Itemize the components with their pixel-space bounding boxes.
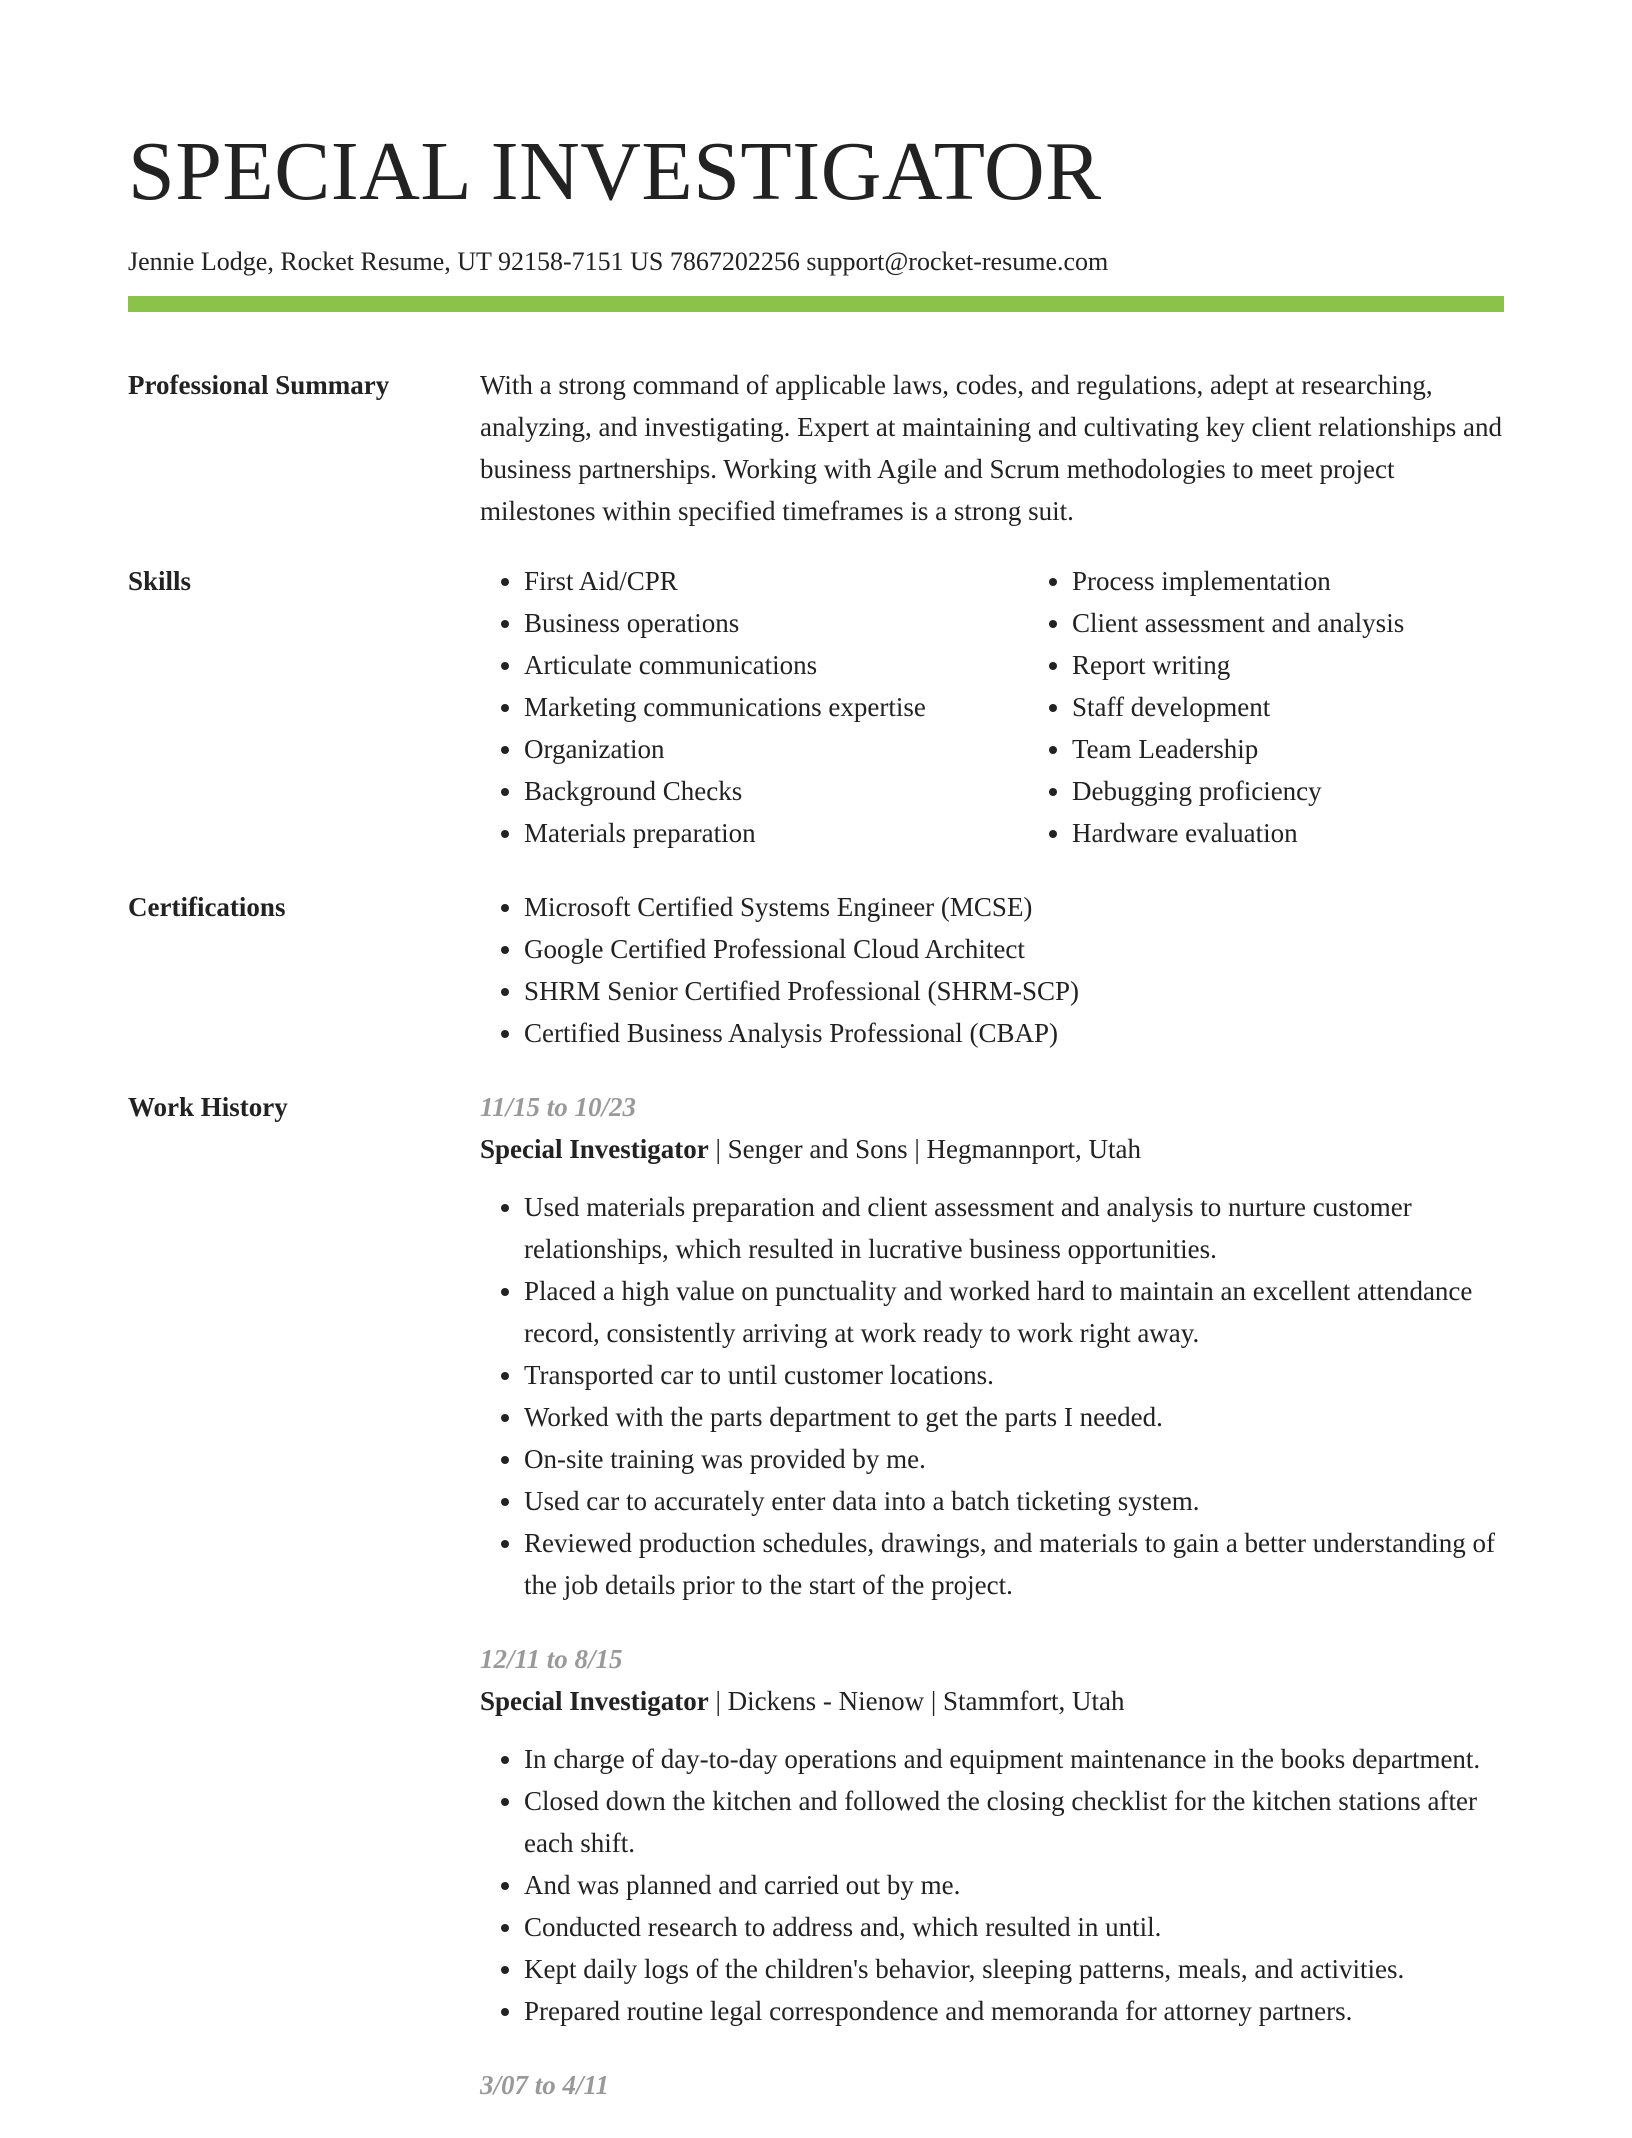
skill-item: • Materials preparation (524, 812, 1028, 854)
job-bullets (480, 1738, 1504, 2032)
job-bullet: • And was planned and carried out by me. (524, 1864, 1504, 1906)
skill-item: • Debugging proficiency (1072, 770, 1404, 812)
job-bullet: • Transported car to until customer locations. (524, 1354, 1504, 1396)
skill-item: • Marketing communications expertise (524, 686, 1028, 728)
job-entry (480, 1638, 1504, 2032)
summary-section (128, 364, 1504, 532)
skill-item: • Hardware evaluation (1072, 812, 1404, 854)
job-dates: 3/07 to 4/11 (480, 2070, 610, 2100)
job-details: | Dickens - Nienow | Stammfort, Utah (708, 1686, 1125, 1716)
job-details: | Senger and Sons | Hegmannport, Utah (708, 1134, 1141, 1164)
job-title: Special Investigator (480, 1134, 709, 1164)
job-bullet: • Prepared routine legal correspondence and memoranda for attorney partners. (524, 1990, 1504, 2032)
certifications-section (128, 886, 1504, 1054)
certification-item: • SHRM Senior Certified Professional (SHRM-SCP) (524, 970, 1504, 1012)
resume-name: SPECIAL INVESTIGATOR (128, 125, 1102, 218)
skill-item: • Client assessment and analysis (1072, 602, 1404, 644)
job-entry (480, 2064, 1504, 2106)
skill-item: • Background Checks (524, 770, 1028, 812)
skill-item: • Staff development (1072, 686, 1404, 728)
skills-list-right (1028, 560, 1404, 854)
job-bullet: • Reviewed production schedules, drawings, and materials to gain a better understanding of the job details prior to the start of the project. (524, 1522, 1504, 1606)
work-history-section (128, 1086, 1504, 2138)
job-bullets (480, 1186, 1504, 1606)
job-bullet: • Closed down the kitchen and followed the closing checklist for the kitchen stations after each shift. (524, 1780, 1504, 1864)
job-bullet: • Worked with the parts department to get the parts I needed. (524, 1396, 1504, 1438)
contact-line: Jennie Lodge, Rocket Resume, UT 92158-7151 US 7867202256 support@rocket-resume.com (128, 247, 1109, 276)
job-entry (480, 1086, 1504, 1606)
job-bullet: • Conducted research to address and, which resulted in until. (524, 1906, 1504, 1948)
skill-item: • Articulate communications (524, 644, 1028, 686)
skill-item: • Team Leadership (1072, 728, 1404, 770)
job-bullet: • Used car to accurately enter data into a batch ticketing system. (524, 1480, 1504, 1522)
work-history-heading: Work History (128, 1092, 288, 1122)
job-bullet: • In charge of day-to-day operations and equipment maintenance in the books department. (524, 1738, 1504, 1780)
skill-item: • Report writing (1072, 644, 1404, 686)
skills-section (128, 560, 1504, 854)
job-bullet: • Placed a high value on punctuality and worked hard to maintain an excellent attendance record, consistently arriving at work ready to work right away. (524, 1270, 1504, 1354)
summary-heading: Professional Summary (128, 370, 390, 400)
skills-heading: Skills (128, 566, 192, 596)
job-heading (480, 1128, 1504, 1170)
skills-list-left (480, 560, 1028, 854)
skill-item: • First Aid/CPR (524, 560, 1028, 602)
job-title: Special Investigator (480, 1686, 709, 1716)
job-bullet: • Kept daily logs of the children's behavior, sleeping patterns, meals, and activities. (524, 1948, 1504, 1990)
skill-item: • Business operations (524, 602, 1028, 644)
job-dates: 12/11 to 8/15 (480, 1644, 623, 1674)
job-dates: 11/15 to 10/23 (480, 1092, 637, 1122)
job-bullet: • On-site training was provided by me. (524, 1438, 1504, 1480)
job-heading (480, 1680, 1504, 1722)
skill-item: • Process implementation (1072, 560, 1404, 602)
skill-item: • Organization (524, 728, 1028, 770)
job-bullet: • Used materials preparation and client assessment and analysis to nurture customer relationships, which resulted in lucrative business opportunities. (524, 1186, 1504, 1270)
certification-item: • Google Certified Professional Cloud Architect (524, 928, 1504, 970)
accent-divider (128, 296, 1504, 312)
certifications-heading: Certifications (128, 892, 286, 922)
summary-text: With a strong command of applicable laws, codes, and regulations, adept at researching, analyzing, and investigating. Expert at maintaining and cultivating key client relationships and business partnerships. Working with Agile and Scrum methodologies to meet project milestones within specified timeframes is a strong suit. (480, 370, 1502, 526)
certifications-list (480, 886, 1504, 1054)
certification-item: • Microsoft Certified Systems Engineer (MCSE) (524, 886, 1504, 928)
resume-page (128, 0, 1504, 2138)
certification-item: • Certified Business Analysis Professional (CBAP) (524, 1012, 1504, 1054)
